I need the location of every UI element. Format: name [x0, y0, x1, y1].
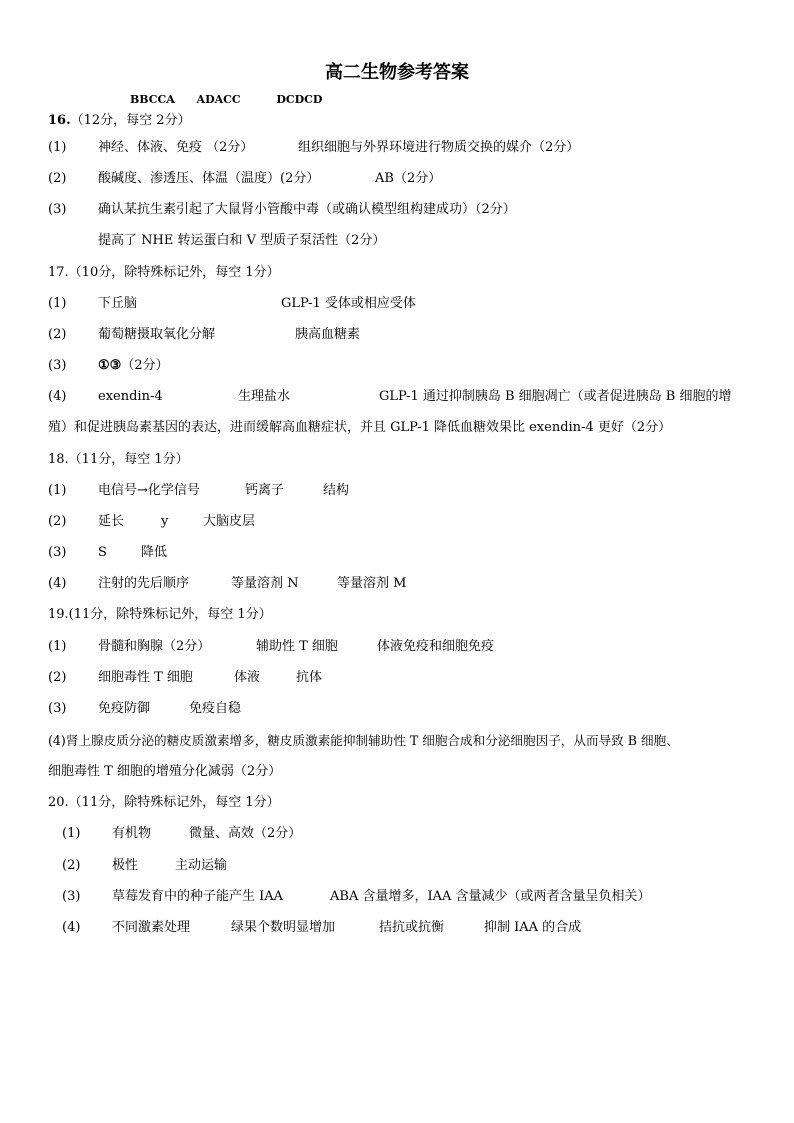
q17-part4-answer-c: GLP-1 通过抑制胰岛 B 细胞凋亡（或者促进胰岛 B 细胞的增: [379, 389, 732, 404]
q19-part3-number: (3): [48, 701, 67, 716]
q19-part4-answer-b: 细胞毒性 T 细胞的增殖分化减弱（2分）: [48, 764, 282, 779]
q18-part1-answer-c: 结构: [323, 483, 350, 498]
q17-part3-answer-a: ①③: [98, 358, 122, 373]
q18-part4-answer-b: 等量溶剂 N: [231, 576, 299, 591]
q18-part4-answer-c: 等量溶剂 M: [337, 576, 407, 591]
q19-part3-answer-a: 免疫防御: [98, 701, 151, 716]
q18-part3-answer-a: S: [98, 545, 107, 560]
page-title: 高二生物参考答案: [325, 62, 469, 83]
q19-header: 19.(11分，除特殊标记外，每空 1分）: [48, 607, 272, 622]
q20-part4-answer-b: 绿果个数明显增加: [231, 920, 336, 935]
q17-part3-number: (3): [48, 358, 67, 373]
q19-part4-answer-a: (4)肾上腺皮质分泌的糖皮质激素增多，糖皮质激素能抑制辅助性 T 细胞合成和分泌细胞因子，从而导致 B 细胞、: [48, 733, 679, 748]
q17-part4-answer-b: 生理盐水: [238, 389, 291, 404]
q20-part4-number: (4): [62, 920, 81, 935]
q20-header: 20.（11分，除特殊标记外，每空 1分）: [48, 795, 280, 810]
q17-part1-answer-b: GLP-1 受体或相应受体: [281, 296, 416, 311]
q18-part2-number: (2): [48, 514, 67, 529]
q18-part3-number: (3): [48, 545, 67, 560]
q17-part1-answer-a: 下丘脑: [98, 296, 138, 311]
q18-part4-number: (4): [48, 576, 67, 591]
q20-part2-answer-a: 极性: [112, 858, 139, 873]
q19-part1-answer-b: 辅助性 T 细胞: [256, 639, 338, 654]
q17-part2-number: (2): [48, 327, 67, 342]
q17-part4-answer-d: 殖）和促进胰岛素基因的表达，进而缓解高血糖症状，并且 GLP-1 降低血糖效果比 exendin-4 更好（2分）: [48, 420, 672, 435]
q18-part2-answer-a: 延长: [98, 514, 125, 529]
q20-part4-answer-d: 抑制 IAA 的合成: [484, 920, 582, 935]
q17-part2-answer-a: 葡萄糖摄取氧化分解: [98, 327, 216, 342]
q19-part1-number: (1): [48, 639, 67, 654]
q16-part2-number: (2): [48, 171, 67, 186]
q16-part3-number: (3): [48, 202, 67, 217]
mc-group-1: BBCCA: [130, 93, 175, 106]
q18-part1-number: (1): [48, 483, 67, 498]
q20-part3-answer-a: 草莓发育中的种子能产生 IAA: [112, 889, 284, 904]
q20-part3-answer-b: ABA 含量增多，IAA 含量减少（或两者含量呈负相关）: [330, 889, 651, 904]
q20-part2-answer-b: 主动运输: [175, 858, 228, 873]
q20-part1-answer-b: 微量、高效（2分）: [189, 826, 302, 841]
q16-number: 16.: [48, 113, 71, 128]
mc-group-3: DCDCD: [276, 93, 323, 106]
q16-part2-answer-a: 酸碱度、渗透压、体温（温度）(2分）: [98, 171, 320, 186]
q17-part3-answer: [98, 357, 169, 375]
mc-group-2: ADACC: [196, 93, 241, 106]
q17-part4-answer-a: exendin-4: [98, 389, 163, 404]
q19-part2-answer-c: 抗体: [296, 670, 323, 685]
q19-part2-number: (2): [48, 670, 67, 685]
q20-part2-number: (2): [62, 858, 81, 873]
q16-part1-number: (1): [48, 140, 67, 155]
q19-part3-answer-b: 免疫自稳: [189, 701, 242, 716]
q16-part2-answer-b: AB（2分）: [375, 171, 442, 186]
q17-header: 17.（10分，除特殊标记外，每空 1分）: [48, 265, 280, 280]
q19-part2-answer-a: 细胞毒性 T 细胞: [98, 670, 193, 685]
q16-part3-answer-a: 确认某抗生素引起了大鼠肾小管酸中毒（或确认模型组构建成功）（2分）: [98, 202, 516, 217]
multiple-choice-answers: [130, 93, 322, 106]
q16-header: [48, 112, 191, 130]
q20-part1-answer-a: 有机物: [112, 826, 152, 841]
q19-part1-answer-c: 体液免疫和细胞免疫: [377, 639, 495, 654]
q20-part4-answer-c: 拮抗或抗衡: [379, 920, 445, 935]
q18-part1-answer-a: 电信号→化学信号: [98, 483, 200, 498]
q16-score-note: （12分，每空 2分）: [70, 113, 191, 128]
q18-part2-answer-c: 大脑皮层: [203, 514, 256, 529]
q18-part1-answer-b: 钙离子: [245, 483, 285, 498]
q17-part1-number: (1): [48, 296, 67, 311]
q18-part2-answer-b: y: [161, 514, 169, 529]
q16-part1-answer-a: 神经、体液、免疫 （2分）: [98, 140, 254, 155]
q19-part1-answer-a: 骨髓和胸腺（2分）: [98, 639, 211, 654]
q18-part3-answer-b: 降低: [141, 545, 168, 560]
q17-part4-number: (4): [48, 389, 67, 404]
q19-part2-answer-b: 体液: [234, 670, 261, 685]
q20-part1-number: (1): [62, 826, 81, 841]
q20-part3-number: (3): [62, 889, 81, 904]
q16-part1-answer-b: 组织细胞与外界环境进行物质交换的媒介（2分）: [298, 140, 580, 155]
q17-part3-answer-b: （2分）: [121, 358, 169, 373]
q20-part4-answer-a: 不同激素处理: [112, 920, 191, 935]
q17-part2-answer-b: 胰高血糖素: [295, 327, 361, 342]
q18-part4-answer-a: 注射的先后顺序: [98, 576, 190, 591]
q18-header: 18.（11分，每空 1分）: [48, 452, 189, 467]
q16-part3-answer-b: 提高了 NHE 转运蛋白和 V 型质子泵活性（2分）: [98, 233, 386, 248]
